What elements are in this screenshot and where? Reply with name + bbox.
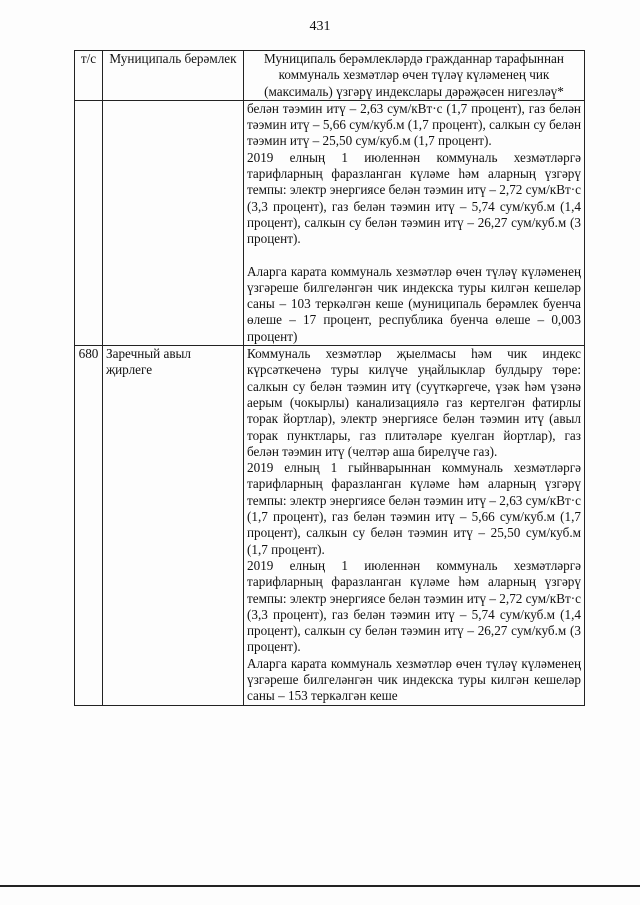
paragraph: белән тәэмин итү – 2,63 сум/кВт·с (1,7 процент), газ белән тәэмин итү – 5,66 сум/куб.м (1,7 процент), салкын су белән тәэмин итү – 25,50 сум/куб.м (1,7 процент). — [247, 100, 581, 149]
cell-text — [244, 346, 585, 706]
table-row-continued — [75, 100, 585, 345]
scan-edge-line — [0, 885, 640, 887]
table-header-row — [75, 51, 585, 101]
cell-municipality: Заречный авыл җирлеге — [103, 346, 244, 706]
tariff-table — [74, 50, 585, 706]
cell-municipality-empty — [103, 100, 244, 345]
header-no: т/с — [75, 51, 103, 101]
header-indexes: Муниципаль берәмлекләрдә гражданнар тарафыннан коммуналь хезмәтләр өчен түләү күләменең чик (максималь) үзгәрү индекслары дәрәҗәсен нигезләү* — [244, 51, 585, 101]
paragraph: 2019 елның 1 июленнән коммуналь хезмәтләргә тарифларның фаразланган күләме һәм аларның үзгәрү темпы: электр энергиясе белән тәэмин итү – 2,72 сум/кВт·с (3,3 процент), газ белән тәэмин итү – 5,74 сум/куб.м (1,4 процент), салкын су белән тәэмин итү – 26,27 сум/куб.м (3 процент). — [247, 149, 581, 247]
cell-no-empty — [75, 100, 103, 345]
paragraph: Коммуналь хезмәтләр җыелмасы һәм чик индекс күрсәткеченә туры килүче уңайлыклар булдыру төре: салкын су белән тәэмин итү (суүткәргече, үзәк һәм үзәнә аерым (чокырлы) канализациялә газ кертелгән фатирлы торак йортлар), электр энергиясе белән тәэмин итү (авыл торак пунктлары, газ плитәләре куелган йортлар), газ белән тәэмин итү (челтәр аша бирелүче газ). — [247, 346, 581, 459]
paragraph: 2019 елның 1 гыйнварыннан коммуналь хезмәтләргә тарифларның фаразланган күләме һәм аларның үзгәрү темпы: электр энергиясе белән тәэмин итү – 2,63 сум/кВт·с (1,7 процент), газ белән тәэмин итү – 5,66 сум/куб.м (1,7 процент), салкын су белән тәэмин итү – 25,50 сум/куб.м (1,7 процент). — [247, 460, 581, 557]
header-municipality: Муниципаль берәмлек — [103, 51, 244, 101]
cell-no: 680 — [75, 346, 103, 706]
cell-text-continued — [244, 100, 585, 345]
paragraph: 2019 елның 1 июленнән коммуналь хезмәтләргә тарифларның фаразланган күләме һәм аларның үзгәрү темпы: электр энергиясе белән тәэмин итү – 2,72 сум/кВт·с (3,3 процент), газ белән тәэмин итү – 5,74 сум/куб.м (1,4 процент), салкын су белән тәэмин итү – 26,27 сум/куб.м (3 процент). — [247, 557, 581, 655]
table-row-680 — [75, 346, 585, 706]
paragraph: Аларга карата коммуналь хезмәтләр өчен түләү күләменең үзгәреше билгеләнгән чик индекска туры килгән кешеләр саны – 103 теркәлгән кеше (муниципаль берәмлек буенча өлеше – 17 процент, республика буенча өлеше – 0,003 процент) — [247, 263, 581, 344]
paragraph: Аларга карата коммуналь хезмәтләр өчен түләү күләменең үзгәреше билгеләнгән чик индекска туры килгән кешеләр саны – 153 теркәлгән кеше — [247, 655, 581, 704]
page-number: 431 — [309, 19, 331, 34]
